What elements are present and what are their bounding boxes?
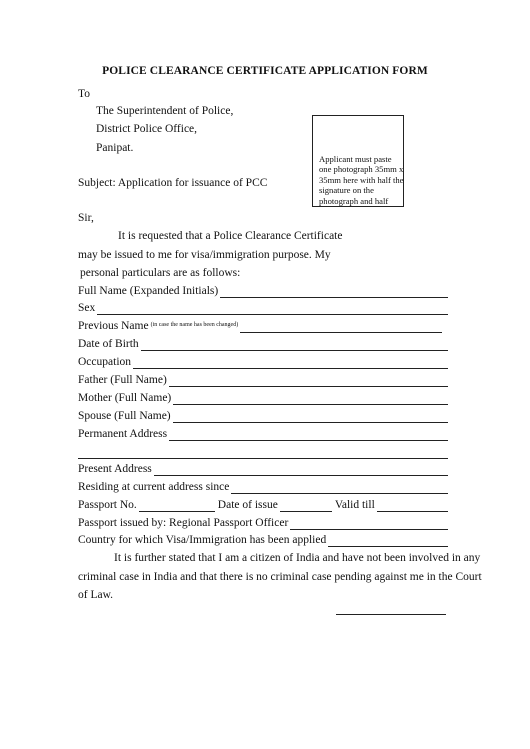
declaration-line-3: of Law. (78, 589, 114, 601)
previous-name-label: Previous Name (78, 320, 149, 332)
issued-by-label: Passport issued by: Regional Passport Officer (78, 517, 289, 529)
spouse-label: Spouse (Full Name) (78, 410, 171, 422)
issued-by-field[interactable] (78, 516, 448, 530)
occupation-label: Occupation (78, 356, 132, 368)
full-name-field[interactable] (78, 284, 448, 298)
intro-line-3: personal particulars are as follows: (80, 267, 241, 279)
intro-line-1: It is requested that a Police Clearance Certificate (118, 230, 343, 242)
previous-name-note: (in case the name has been changed) (150, 322, 239, 328)
sex-label: Sex (78, 302, 96, 314)
permanent-address-line-2-row[interactable] (78, 445, 448, 459)
occupation-line[interactable] (133, 357, 448, 369)
permanent-address-line[interactable] (169, 429, 448, 441)
passport-details-row (78, 498, 448, 512)
permanent-address-label: Permanent Address (78, 428, 168, 440)
subject-line: Subject: Application for issuance of PCC (78, 177, 268, 189)
country-label: Country for which Visa/Immigration has been applied (78, 534, 327, 546)
spouse-field[interactable] (78, 409, 448, 423)
present-address-label: Present Address (78, 463, 152, 475)
permanent-address-line-2[interactable] (78, 447, 448, 459)
dob-line[interactable] (141, 339, 448, 351)
passport-no-line[interactable] (139, 500, 215, 512)
previous-name-line[interactable] (240, 321, 442, 333)
full-name-label: Full Name (Expanded Initials) (78, 285, 219, 297)
address-line-1: The Superintendent of Police, (96, 105, 234, 117)
intro-line-2: may be issued to me for visa/immigration purpose. My (78, 249, 331, 261)
residing-since-line[interactable] (231, 482, 448, 494)
full-name-line[interactable] (220, 286, 448, 298)
country-field[interactable] (78, 533, 448, 547)
sex-field[interactable] (78, 301, 448, 315)
present-address-line[interactable] (154, 464, 448, 476)
country-line[interactable] (328, 535, 448, 547)
spouse-line[interactable] (173, 411, 448, 423)
residing-since-label: Residing at current address since (78, 481, 230, 493)
previous-name-field[interactable] (78, 319, 442, 333)
passport-no-label: Passport No. (78, 499, 137, 511)
photo-box-instructions: Applicant must paste one photograph 35mm x 35mm here with half the signature on the photograph and half (319, 154, 404, 206)
present-address-field[interactable] (78, 462, 448, 476)
salutation: Sir, (78, 212, 94, 224)
father-label: Father (Full Name) (78, 374, 167, 386)
sex-line[interactable] (97, 303, 448, 315)
date-of-issue-label: Date of issue (217, 499, 278, 511)
dob-label: Date of Birth (78, 338, 139, 350)
issued-by-line[interactable] (290, 518, 448, 530)
address-line-2: District Police Office, (96, 123, 198, 135)
father-field[interactable] (78, 373, 448, 387)
mother-field[interactable] (78, 391, 448, 405)
occupation-field[interactable] (78, 355, 448, 369)
declaration-line-2: criminal case in India and that there is no criminal case pending against me in the Court (78, 571, 482, 583)
father-line[interactable] (169, 375, 448, 387)
valid-till-line[interactable] (377, 500, 448, 512)
mother-label: Mother (Full Name) (78, 392, 172, 404)
permanent-address-field[interactable] (78, 427, 448, 441)
dob-field[interactable] (78, 337, 448, 351)
mother-line[interactable] (173, 393, 448, 405)
residing-since-field[interactable] (78, 480, 448, 494)
declaration-line-1: It is further stated that I am a citizen of India and have not been involved in any (114, 552, 481, 564)
form-title: POLICE CLEARANCE CERTIFICATE APPLICATION FORM (102, 65, 428, 77)
date-of-issue-line[interactable] (280, 500, 332, 512)
address-to: To (78, 88, 90, 100)
valid-till-label: Valid till (334, 499, 375, 511)
signature-line[interactable] (336, 614, 446, 615)
photo-box (312, 115, 404, 207)
address-line-3: Panipat. (96, 142, 134, 154)
